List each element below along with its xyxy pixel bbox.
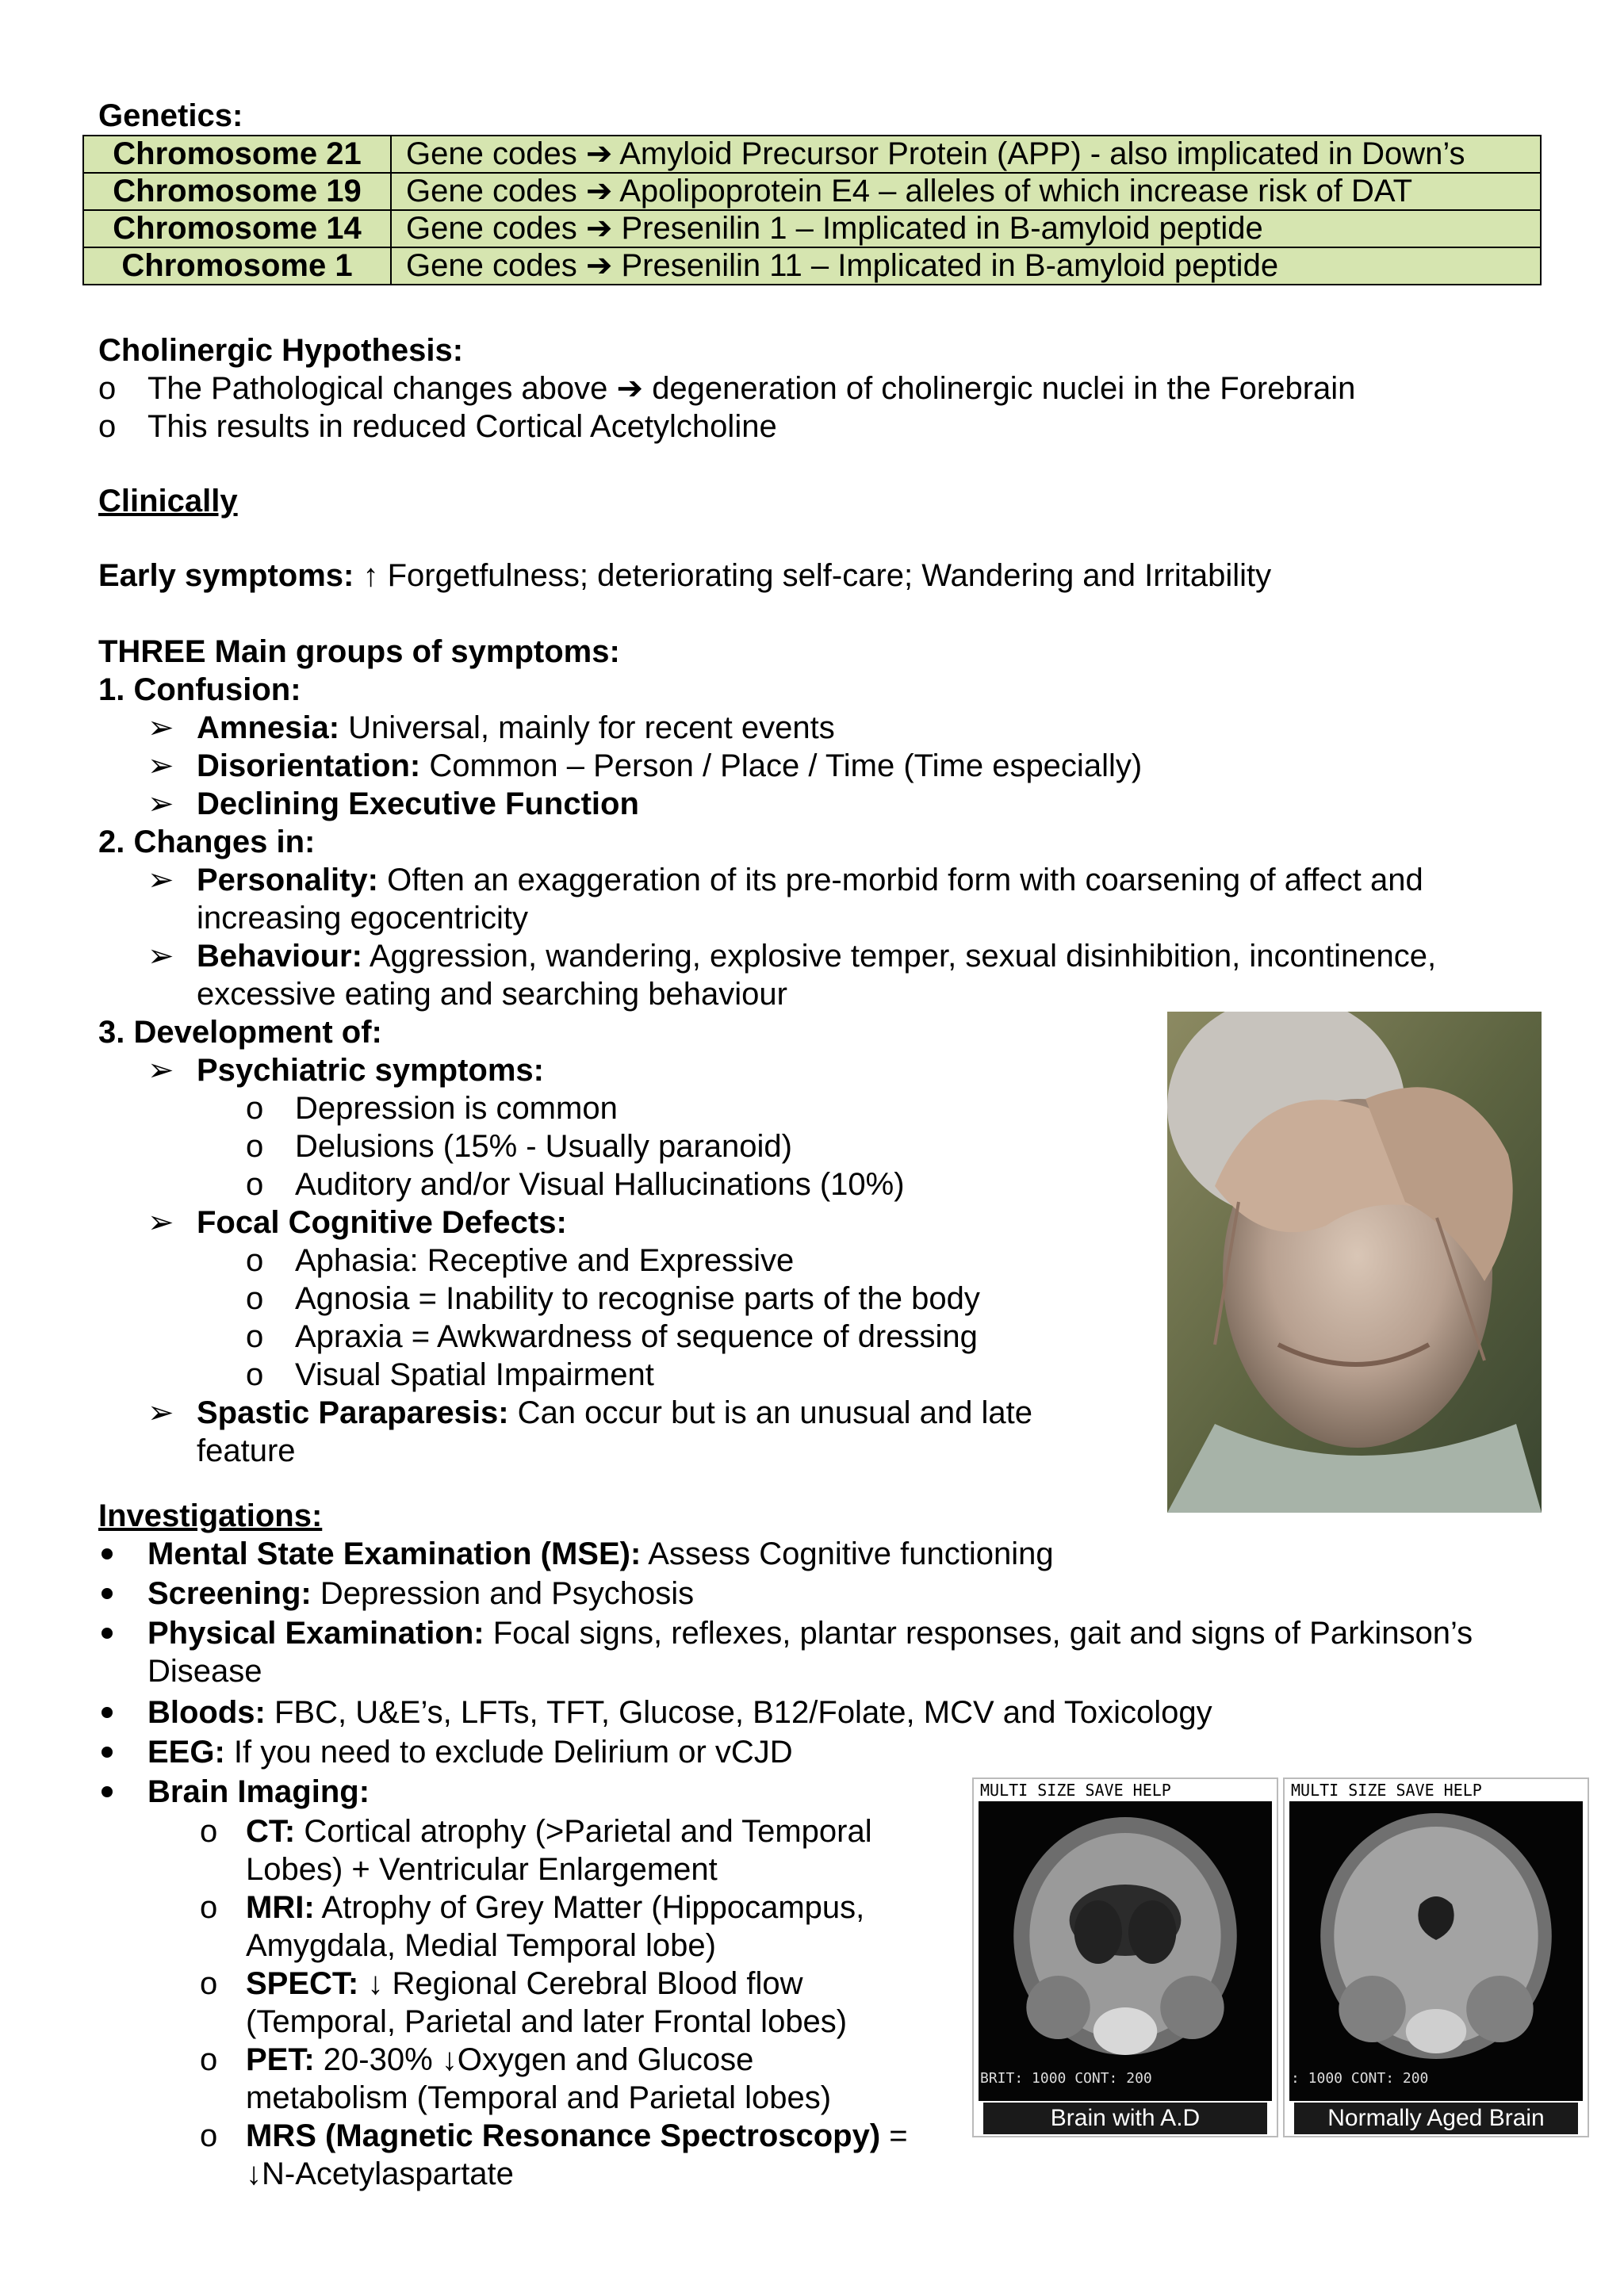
item-label: Disorientation: [197, 748, 421, 783]
item-text: = [880, 2118, 908, 2153]
item-continuation: ↓N-Acetylaspartate [246, 2156, 514, 2191]
clinically-heading: Clinically [98, 484, 238, 519]
list-item: Delusions (15% - Usually paranoid) [295, 1129, 792, 1164]
list-item: Aphasia: Receptive and Expressive [295, 1243, 795, 1278]
item-text: Focal signs, reflexes, plantar responses, gait and signs of Parkinson’s [484, 1616, 1473, 1651]
gene-codes-label: Gene codes [406, 211, 577, 246]
list-item [197, 1394, 1032, 1432]
genetics-table [82, 135, 1542, 285]
brain-mri-image [1289, 1801, 1583, 2101]
gene-text: Presenilin 1 – Implicated in B-amyloid peptide [621, 211, 1263, 246]
list-item [197, 709, 835, 747]
cholinergic-heading: Cholinergic Hypothesis: [98, 333, 464, 368]
item-text: The Pathological changes above [147, 371, 608, 406]
focal-label: Focal Cognitive Defects: [197, 1205, 567, 1240]
group-2-heading: 2. Changes in: [98, 825, 316, 859]
group-3-heading: 3. Development of: [98, 1015, 382, 1050]
early-text: ↑ Forgetfulness; deteriorating self-care; Wandering and Irritability [362, 558, 1272, 593]
table-row [83, 210, 1541, 247]
hollow-bullet-icon: o [200, 1966, 218, 2001]
hollow-bullet-icon: o [200, 1814, 218, 1849]
hollow-bullet-icon: o [200, 2042, 218, 2077]
arrow-bullet-icon: ➢ [147, 786, 174, 821]
item-text: ↓ Regional Cerebral Blood flow [358, 1966, 803, 2001]
chromosome-cell: Chromosome 19 [83, 173, 391, 210]
hollow-bullet-icon: o [246, 1319, 264, 1354]
scan-frame [979, 1801, 1272, 2101]
item-label: SPECT: [246, 1966, 359, 2001]
scan-menu: MULTI SIZE SAVE HELP [1291, 1781, 1482, 1800]
item-text: degeneration of cholinergic nuclei in the Forebrain [652, 371, 1356, 406]
gene-text: Presenilin 11 – Implicated in B-amyloid peptide [621, 248, 1279, 283]
list-item [197, 785, 639, 823]
item-text: Common – Person / Place / Time (Time especially) [420, 748, 1143, 783]
investigations-heading: Investigations: [98, 1498, 323, 1533]
table-row [83, 247, 1541, 285]
brain-scan-ad [972, 1777, 1278, 2137]
hollow-bullet-icon: o [246, 1167, 264, 1202]
scan-footer: BRIT: 1000 CONT: 200 [980, 2070, 1152, 2087]
arrow-bullet-icon: ➢ [147, 1205, 174, 1240]
item-label: Amnesia: [197, 710, 340, 745]
item-continuation: Lobes) + Ventricular Enlargement [246, 1852, 718, 1887]
item-label: CT: [246, 1814, 296, 1849]
early-label: Early symptoms: [98, 558, 354, 593]
list-item [147, 1535, 1054, 1573]
scan-caption: Brain with A.D [983, 2103, 1267, 2134]
list-item [147, 1575, 694, 1613]
item-text: 20-30% ↓Oxygen and Glucose [314, 2042, 754, 2077]
gene-codes-label: Gene codes [406, 136, 577, 171]
group-1-heading: 1. Confusion: [98, 672, 301, 707]
hollow-bullet-icon: o [246, 1357, 264, 1392]
item-text: Can occur but is an unusual and late [508, 1395, 1032, 1430]
gene-cell [391, 210, 1541, 247]
gene-cell [391, 136, 1541, 173]
list-item [147, 369, 1355, 408]
gene-text: Apolipoprotein E4 – alleles of which increase risk of DAT [619, 174, 1412, 209]
item-continuation: excessive eating and searching behaviour [197, 977, 787, 1012]
item-label: Bloods: [147, 1695, 266, 1730]
gene-codes-label: Gene codes [406, 248, 577, 283]
hollow-bullet-icon: o [98, 409, 117, 444]
item-continuation: Disease [147, 1654, 262, 1689]
right-arrow-icon: ➔ [616, 371, 644, 406]
elderly-woman-photo [1167, 1012, 1542, 1513]
chromosome-cell: Chromosome 14 [83, 210, 391, 247]
item-label: PET: [246, 2042, 315, 2077]
table-row [83, 173, 1541, 210]
early-symptoms [98, 557, 1271, 595]
scan-frame [1289, 1801, 1583, 2101]
list-item [197, 937, 1436, 975]
brain-scan-normal [1283, 1777, 1589, 2137]
item-continuation: Amygdala, Medial Temporal lobe) [246, 1928, 716, 1963]
list-item: This results in reduced Cortical Acetylcholine [147, 409, 777, 444]
genetics-heading: Genetics: [98, 98, 243, 133]
psychiatric-label: Psychiatric symptoms: [197, 1053, 544, 1088]
gene-cell [391, 173, 1541, 210]
list-item [246, 1888, 864, 1927]
list-item [246, 1812, 872, 1850]
item-text: Depression and Psychosis [311, 1576, 695, 1611]
table-row [83, 136, 1541, 173]
arrow-bullet-icon: ➢ [147, 710, 174, 745]
item-label: Personality: [197, 863, 378, 897]
chromosome-cell: Chromosome 1 [83, 247, 391, 285]
item-label: Physical Examination: [147, 1616, 485, 1651]
item-text: If you need to exclude Delirium or vCJD [224, 1735, 793, 1770]
list-item: Auditory and/or Visual Hallucinations (10%) [295, 1167, 905, 1202]
list-item [197, 747, 1142, 785]
photo-illustration [1167, 1012, 1542, 1513]
hollow-bullet-icon: o [246, 1281, 264, 1316]
groups-heading: THREE Main groups of symptoms: [98, 634, 620, 669]
bullet-icon [102, 1548, 113, 1559]
item-label: Spastic Paraparesis: [197, 1395, 509, 1430]
right-arrow-icon: ➔ [585, 174, 613, 209]
item-text: FBC, U&E’s, LFTs, TFT, Glucose, B12/Folate, MCV and Toxicology [265, 1695, 1212, 1730]
list-item: Apraxia = Awkwardness of sequence of dressing [295, 1319, 978, 1354]
bullet-icon [102, 1786, 113, 1797]
item-label: Brain Imaging: [147, 1774, 370, 1809]
list-item: Depression is common [295, 1091, 618, 1126]
arrow-bullet-icon: ➢ [147, 1053, 174, 1088]
list-item [246, 2041, 753, 2079]
gene-cell [391, 247, 1541, 285]
item-label: MRS (Magnetic Resonance Spectroscopy) [246, 2118, 881, 2153]
item-label: Mental State Examination (MSE): [147, 1536, 642, 1571]
arrow-bullet-icon: ➢ [147, 1395, 174, 1430]
list-item [147, 1733, 793, 1771]
arrow-bullet-icon: ➢ [147, 939, 174, 974]
bullet-icon [102, 1707, 113, 1718]
list-item [147, 1614, 1473, 1652]
scan-menu: MULTI SIZE SAVE HELP [980, 1781, 1171, 1800]
bullet-icon [102, 1588, 113, 1599]
item-continuation: feature [197, 1433, 296, 1468]
list-item: Agnosia = Inability to recognise parts of the body [295, 1281, 980, 1316]
list-item [147, 1693, 1212, 1732]
bullet-icon [102, 1747, 113, 1758]
gene-codes-label: Gene codes [406, 174, 577, 209]
item-continuation: metabolism (Temporal and Parietal lobes) [246, 2080, 832, 2115]
item-label: MRI: [246, 1890, 315, 1925]
hollow-bullet-icon: o [200, 1890, 218, 1925]
list-item [197, 861, 1423, 899]
hollow-bullet-icon: o [246, 1091, 264, 1126]
item-label: Behaviour: [197, 939, 362, 974]
arrow-bullet-icon: ➢ [147, 748, 174, 783]
item-label: Declining Executive Function [197, 786, 639, 821]
brain-mri-image [979, 1801, 1272, 2101]
bullet-icon [102, 1628, 113, 1639]
right-arrow-icon: ➔ [585, 136, 613, 171]
hollow-bullet-icon: o [246, 1243, 264, 1278]
item-text: Atrophy of Grey Matter (Hippocampus, [314, 1890, 865, 1925]
right-arrow-icon: ➔ [585, 211, 613, 246]
chromosome-cell: Chromosome 21 [83, 136, 391, 173]
item-text: Often an exaggeration of its pre-morbid form with coarsening of affect and [377, 863, 1423, 897]
right-arrow-icon: ➔ [585, 248, 613, 283]
item-label: EEG: [147, 1735, 225, 1770]
gene-text: Amyloid Precursor Protein (APP) - also implicated in Down’s [619, 136, 1465, 171]
hollow-bullet-icon: o [98, 371, 117, 406]
hollow-bullet-icon: o [246, 1129, 264, 1164]
item-continuation: (Temporal, Parietal and later Frontal lobes) [246, 2004, 848, 2039]
item-label: Screening: [147, 1576, 312, 1611]
item-text: Universal, mainly for recent events [339, 710, 835, 745]
item-text: Cortical atrophy (>Parietal and Temporal [295, 1814, 872, 1849]
item-text: Assess Cognitive functioning [641, 1536, 1054, 1571]
list-item [246, 1965, 803, 2003]
list-item [246, 2117, 908, 2155]
item-continuation: increasing egocentricity [197, 901, 528, 936]
list-item: Visual Spatial Impairment [295, 1357, 654, 1392]
list-item [147, 1773, 370, 1811]
arrow-bullet-icon: ➢ [147, 863, 174, 897]
hollow-bullet-icon: o [200, 2118, 218, 2153]
scan-footer: : 1000 CONT: 200 [1291, 2070, 1429, 2087]
scan-caption: Normally Aged Brain [1294, 2103, 1578, 2134]
item-text: Aggression, wandering, explosive temper, sexual disinhibition, incontinence, [362, 939, 1437, 974]
